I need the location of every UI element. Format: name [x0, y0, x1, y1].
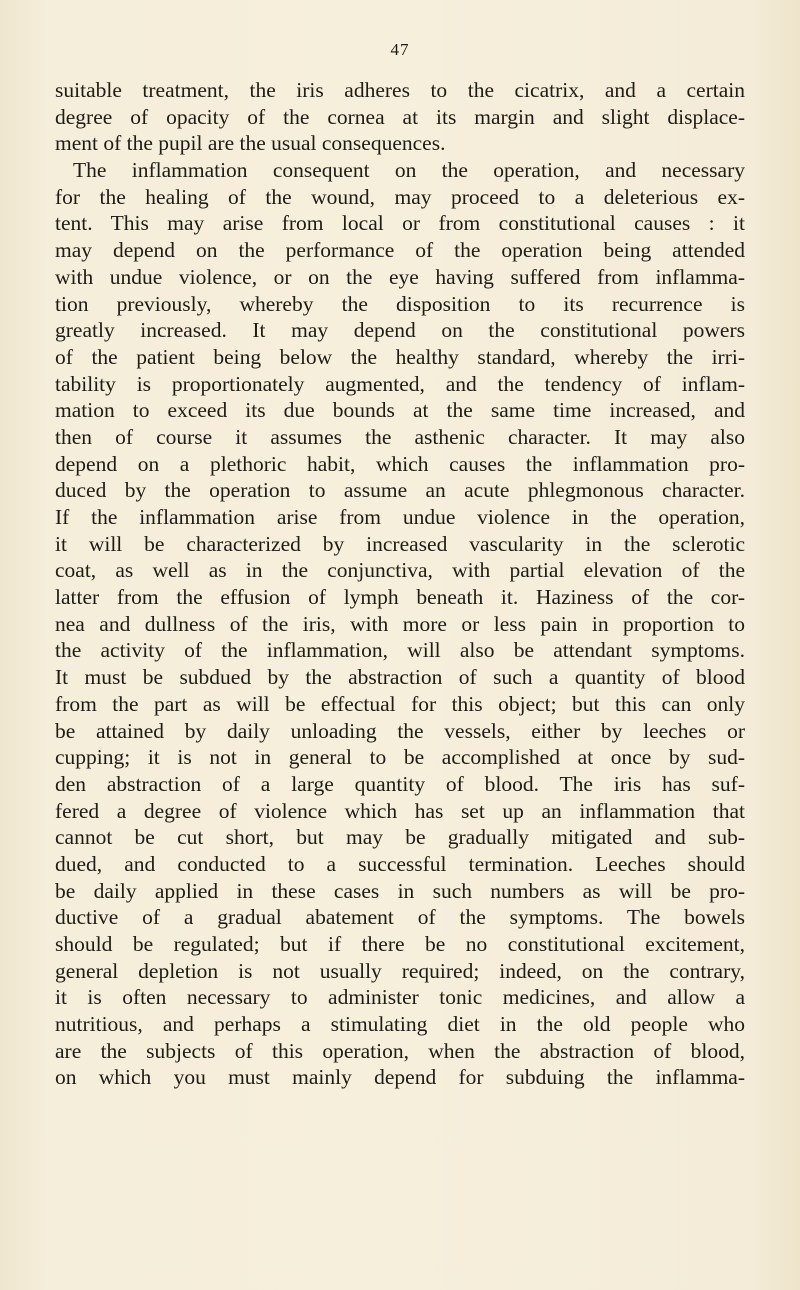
text-line: with undue violence, or on the eye having suffered from inflamma-: [55, 264, 745, 289]
text-line: coat, as well as in the conjunctiva, with partial elevation of the: [55, 558, 745, 583]
text-line: duced by the operation to assume an acute phlegmonous character.: [55, 478, 745, 503]
text-line: degree of opacity of the cornea at its margin and slight displace-: [55, 104, 745, 129]
text-line: nea and dullness of the iris, with more or less pain in proportion to: [55, 611, 745, 636]
text-line: greatly increased. It may depend on the constitutional powers: [55, 318, 745, 343]
text-line: depend on a plethoric habit, which causes the inflammation pro-: [55, 451, 745, 476]
text-line: latter from the effusion of lymph beneath it. Haziness of the cor-: [55, 585, 745, 610]
text-line: nutritious, and perhaps a stimulating diet in the old people who: [55, 1012, 745, 1037]
text-line: tion previously, whereby the disposition to its recurrence is: [55, 291, 745, 316]
text-line: mation to exceed its due bounds at the same time increased, and: [55, 398, 745, 423]
text-line: on which you must mainly depend for subduing the inflamma-: [55, 1065, 745, 1090]
page-number: 47: [390, 40, 410, 59]
text-line: The inflammation consequent on the operation, and necessary: [73, 158, 745, 183]
text-line: it will be characterized by increased vascularity in the sclerotic: [55, 531, 745, 556]
text-line: fered a degree of violence which has set up an inflammation that: [55, 798, 745, 823]
text-line: ductive of a gradual abatement of the symptoms. The bowels: [55, 905, 745, 930]
text-line: cannot be cut short, but may be gradually mitigated and sub-: [55, 825, 745, 850]
text-line: are the subjects of this operation, when the abstraction of blood,: [55, 1038, 745, 1063]
text-line: suitable treatment, the iris adheres to the cicatrix, and a certain: [55, 78, 745, 102]
text-line: dued, and conducted to a successful termination. Leeches should: [55, 851, 745, 876]
text-line: of the patient being below the healthy standard, whereby the irri-: [55, 344, 745, 369]
text-line: should be regulated; but if there be no constitutional excitement,: [55, 932, 745, 956]
text-line: general depletion is not usually required; indeed, on the contrary,: [55, 958, 745, 983]
text-line: It must be subdued by the abstraction of such a quantity of blood: [55, 665, 745, 690]
text-line: tability is proportionately augmented, and the tendency of inflam-: [55, 371, 745, 396]
text-line: be attained by daily unloading the vessels, either by leeches or: [55, 718, 745, 743]
text-line: tent. This may arise from local or from constitutional causes : it: [55, 211, 745, 236]
text-line: den abstraction of a large quantity of blood. The iris has suf-: [55, 771, 745, 796]
text-line: it is often necessary to administer tonic medicines, and allow a: [55, 985, 745, 1010]
text-line: be daily applied in these cases in such numbers as will be pro-: [55, 878, 745, 903]
text-line: ment of the pupil are the usual consequences.: [55, 131, 446, 156]
text-line: the activity of the inflammation, will also be attendant symptoms.: [55, 638, 745, 663]
text-line: cupping; it is not in general to be accomplished at once by sud-: [55, 745, 745, 770]
text-line: from the part as will be effectual for this object; but this can only: [55, 691, 745, 716]
text-line: may depend on the performance of the operation being attended: [55, 238, 745, 263]
text-line: If the inflammation arise from undue violence in the operation,: [55, 505, 745, 529]
body-text: [55, 77, 745, 1091]
text-line: then of course it assumes the asthenic character. It may also: [55, 424, 745, 449]
text-line: for the healing of the wound, may proceed to a deleterious ex-: [55, 184, 745, 209]
